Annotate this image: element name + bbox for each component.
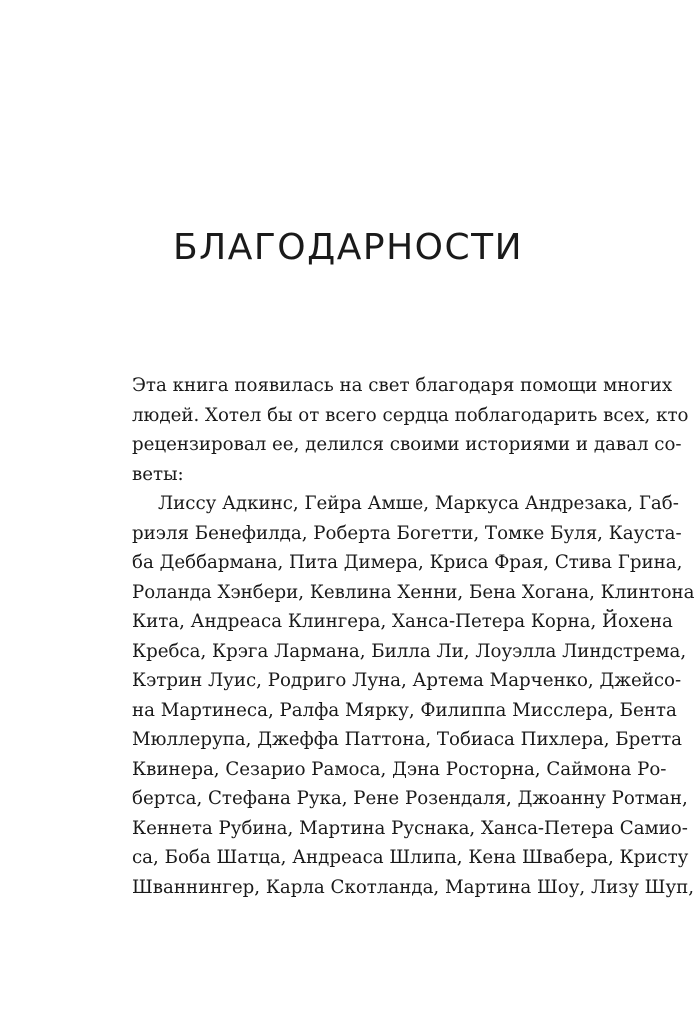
names-line: Роланда Хэнбери, Кевлина Хенни, Бена Хогана, Клинтона (132, 581, 695, 603)
intro-line: людей. Хотел бы от всего сердца поблагодарить всех, кто (132, 404, 689, 426)
names-line: Кребса, Крэга Лармана, Билла Ли, Лоуэлла Линдстрема, (132, 640, 687, 662)
names-line: на Мартинеса, Ралфа Мярку, Филиппа Мисслера, Бента (132, 699, 677, 721)
names-line: Кэтрин Луис, Родриго Луна, Артема Марченко, Джейсо- (132, 670, 682, 691)
names-line: ба Деббармана, Пита Димера, Криса Фрая, Стива Грина, (132, 552, 683, 573)
names-line: са, Боба Шатца, Андреаса Шлипа, Кена Швабера, Кристу (132, 847, 689, 868)
names-line: риэля Бенефилда, Роберта Богетти, Томке Буля, Кауста- (132, 522, 682, 544)
intro-line: Эта книга появилась на свет благодаря помощи многих (132, 375, 673, 396)
acknowledgements-text (132, 371, 695, 902)
intro-line: рецензировал ее, делился своими историями и давал со- (132, 434, 682, 455)
chapter-title: БЛАГОДАРНОСТИ (172, 227, 524, 268)
names-line: Кеннета Рубина, Мартина Руснака, Ханса-Петера Самио- (132, 817, 688, 839)
names-line: Шваннингер, Карла Скотланда, Мартина Шоу, Лизу Шуп, (132, 876, 695, 898)
names-line: Кита, Андреаса Клингера, Ханса-Петера Корна, Йохена (132, 611, 673, 632)
names-line: бертса, Стефана Рука, Рене Розендаля, Джоанну Ротман, (132, 788, 688, 809)
names-line: Мюллерупа, Джеффа Паттона, Тобиаса Пихлера, Бретта (132, 729, 683, 750)
intro-line: веты: (132, 463, 184, 485)
names-line: Лиссу Адкинс, Гейра Амше, Маркуса Андрезака, Габ- (158, 493, 679, 514)
names-line: Квинера, Сезарио Рамоса, Дэна Росторна, Саймона Ро- (132, 758, 667, 780)
